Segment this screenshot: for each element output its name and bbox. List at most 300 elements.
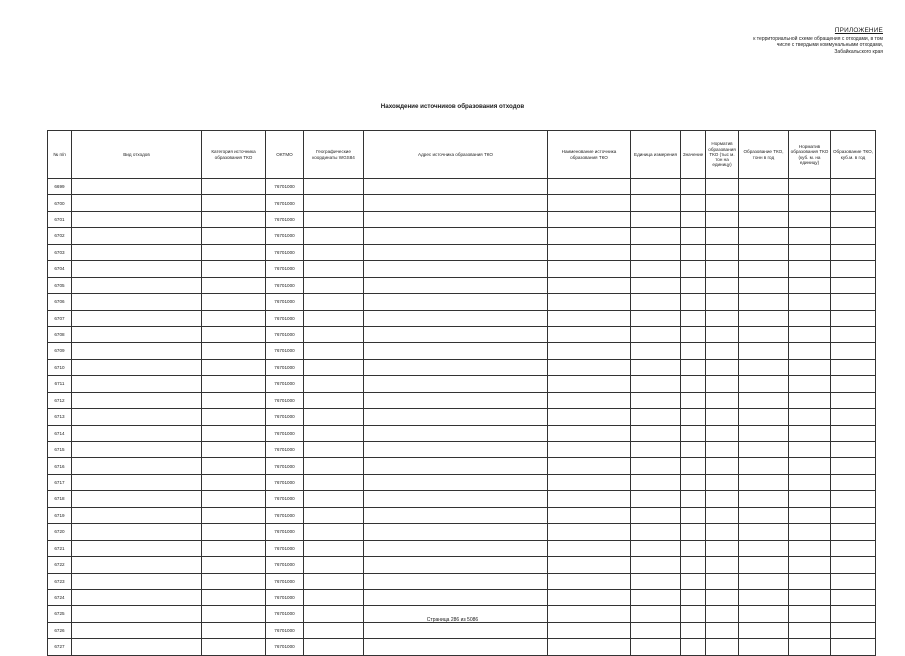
cell-value: [681, 524, 706, 540]
cell-unit: [631, 557, 681, 573]
cell-oktmo: 76701000: [266, 326, 304, 342]
appendix-line: числе с твердыми коммунальными отходами,: [776, 42, 883, 49]
cell-waste-type: [72, 277, 202, 293]
cell-oktmo: 76701000: [266, 442, 304, 458]
cell-tons-per-year: [739, 294, 789, 310]
cell-value: [681, 244, 706, 260]
cell-source-category: [202, 179, 266, 195]
cell-norm-m3: [789, 343, 831, 359]
cell-source-category: [202, 294, 266, 310]
appendix-line: к территориальной схеме обращения с отходами, в том: [753, 35, 883, 42]
cell-coordinates: [304, 425, 364, 441]
cell-value: [681, 573, 706, 589]
cell-oktmo: 76701000: [266, 211, 304, 227]
cell-coordinates: [304, 524, 364, 540]
cell-coordinates: [304, 244, 364, 260]
cell-source-name: [548, 294, 631, 310]
cell-m3-per-year: [831, 211, 876, 227]
cell-number: 6714: [48, 425, 72, 441]
cell-address: [364, 507, 548, 523]
cell-m3-per-year: [831, 557, 876, 573]
cell-oktmo: 76701000: [266, 392, 304, 408]
appendix-block: [663, 28, 883, 55]
cell-coordinates: [304, 211, 364, 227]
table-body: [48, 179, 876, 656]
cell-source-category: [202, 359, 266, 375]
cell-oktmo: 76701000: [266, 573, 304, 589]
cell-source-category: [202, 343, 266, 359]
cell-number: 6721: [48, 540, 72, 556]
cell-coordinates: [304, 507, 364, 523]
cell-source-category: [202, 277, 266, 293]
cell-number: 6723: [48, 573, 72, 589]
cell-waste-type: [72, 195, 202, 211]
cell-oktmo: 76701000: [266, 425, 304, 441]
cell-source-name: [548, 376, 631, 392]
cell-source-category: [202, 557, 266, 573]
header-norm-m3: Норматив образования ТКО (куб. м. на единицу): [789, 131, 831, 179]
cell-oktmo: 76701000: [266, 540, 304, 556]
cell-norm-tons: [706, 491, 739, 507]
cell-m3-per-year: [831, 442, 876, 458]
cell-m3-per-year: [831, 261, 876, 277]
cell-oktmo: 76701000: [266, 639, 304, 655]
cell-value: [681, 310, 706, 326]
cell-number: 6725: [48, 606, 72, 622]
cell-value: [681, 557, 706, 573]
cell-address: [364, 211, 548, 227]
cell-m3-per-year: [831, 425, 876, 441]
cell-waste-type: [72, 458, 202, 474]
cell-norm-m3: [789, 540, 831, 556]
cell-m3-per-year: [831, 277, 876, 293]
cell-unit: [631, 294, 681, 310]
cell-source-name: [548, 244, 631, 260]
cell-waste-type: [72, 474, 202, 490]
cell-tons-per-year: [739, 573, 789, 589]
header-value: Значение: [681, 131, 706, 179]
cell-coordinates: [304, 343, 364, 359]
cell-coordinates: [304, 409, 364, 425]
cell-m3-per-year: [831, 326, 876, 342]
cell-address: [364, 474, 548, 490]
cell-tons-per-year: [739, 244, 789, 260]
cell-norm-tons: [706, 540, 739, 556]
cell-norm-m3: [789, 442, 831, 458]
cell-value: [681, 326, 706, 342]
cell-value: [681, 376, 706, 392]
cell-waste-type: [72, 639, 202, 655]
cell-m3-per-year: [831, 179, 876, 195]
cell-oktmo: 76701000: [266, 622, 304, 638]
cell-unit: [631, 639, 681, 655]
header-coordinates: Географические координаты WGS84: [304, 131, 364, 179]
cell-source-name: [548, 195, 631, 211]
cell-oktmo: 76701000: [266, 376, 304, 392]
cell-oktmo: 76701000: [266, 606, 304, 622]
cell-waste-type: [72, 359, 202, 375]
cell-tons-per-year: [739, 211, 789, 227]
cell-coordinates: [304, 589, 364, 605]
cell-unit: [631, 589, 681, 605]
cell-m3-per-year: [831, 392, 876, 408]
cell-tons-per-year: [739, 343, 789, 359]
header-source-category: Категория источника образования ТКО: [202, 131, 266, 179]
cell-unit: [631, 491, 681, 507]
cell-source-category: [202, 458, 266, 474]
cell-norm-m3: [789, 474, 831, 490]
cell-source-category: [202, 310, 266, 326]
cell-number: 6716: [48, 458, 72, 474]
cell-norm-tons: [706, 639, 739, 655]
cell-waste-type: [72, 294, 202, 310]
cell-tons-per-year: [739, 524, 789, 540]
cell-address: [364, 409, 548, 425]
cell-tons-per-year: [739, 392, 789, 408]
cell-m3-per-year: [831, 409, 876, 425]
cell-tons-per-year: [739, 409, 789, 425]
table-header-row: [48, 131, 876, 179]
cell-m3-per-year: [831, 622, 876, 638]
cell-coordinates: [304, 442, 364, 458]
cell-oktmo: 76701000: [266, 589, 304, 605]
cell-tons-per-year: [739, 376, 789, 392]
cell-unit: [631, 277, 681, 293]
cell-m3-per-year: [831, 458, 876, 474]
cell-m3-per-year: [831, 310, 876, 326]
cell-coordinates: [304, 573, 364, 589]
table-row: [48, 557, 876, 573]
cell-value: [681, 228, 706, 244]
cell-coordinates: [304, 294, 364, 310]
cell-unit: [631, 359, 681, 375]
cell-norm-m3: [789, 211, 831, 227]
cell-value: [681, 622, 706, 638]
cell-value: [681, 277, 706, 293]
cell-source-name: [548, 277, 631, 293]
cell-coordinates: [304, 540, 364, 556]
cell-m3-per-year: [831, 228, 876, 244]
cell-norm-tons: [706, 507, 739, 523]
cell-oktmo: 76701000: [266, 294, 304, 310]
cell-source-category: [202, 392, 266, 408]
cell-oktmo: 76701000: [266, 261, 304, 277]
cell-source-name: [548, 557, 631, 573]
cell-waste-type: [72, 589, 202, 605]
header-tons-per-year: Образование ТКО, тонн в год: [739, 131, 789, 179]
cell-address: [364, 277, 548, 293]
cell-tons-per-year: [739, 442, 789, 458]
cell-number: 6722: [48, 557, 72, 573]
cell-m3-per-year: [831, 639, 876, 655]
cell-unit: [631, 211, 681, 227]
cell-tons-per-year: [739, 622, 789, 638]
cell-value: [681, 589, 706, 605]
cell-norm-tons: [706, 442, 739, 458]
cell-source-name: [548, 211, 631, 227]
cell-norm-m3: [789, 573, 831, 589]
cell-waste-type: [72, 392, 202, 408]
table-row: [48, 244, 876, 260]
cell-norm-tons: [706, 359, 739, 375]
cell-m3-per-year: [831, 573, 876, 589]
cell-waste-type: [72, 376, 202, 392]
cell-norm-m3: [789, 195, 831, 211]
cell-m3-per-year: [831, 491, 876, 507]
table-row: [48, 507, 876, 523]
cell-address: [364, 573, 548, 589]
cell-oktmo: 76701000: [266, 474, 304, 490]
cell-number: 6711: [48, 376, 72, 392]
header-m3-per-year: Образование ТКО, куб.м. в год: [831, 131, 876, 179]
cell-source-name: [548, 326, 631, 342]
cell-coordinates: [304, 261, 364, 277]
cell-tons-per-year: [739, 195, 789, 211]
cell-waste-type: [72, 524, 202, 540]
table-row: [48, 491, 876, 507]
cell-norm-tons: [706, 392, 739, 408]
cell-value: [681, 294, 706, 310]
cell-source-category: [202, 622, 266, 638]
cell-number: 6724: [48, 589, 72, 605]
cell-waste-type: [72, 211, 202, 227]
cell-norm-tons: [706, 244, 739, 260]
cell-source-name: [548, 507, 631, 523]
cell-address: [364, 359, 548, 375]
table-row: [48, 458, 876, 474]
cell-address: [364, 326, 548, 342]
cell-norm-tons: [706, 557, 739, 573]
cell-waste-type: [72, 261, 202, 277]
cell-norm-tons: [706, 211, 739, 227]
cell-waste-type: [72, 409, 202, 425]
cell-waste-type: [72, 343, 202, 359]
cell-tons-per-year: [739, 540, 789, 556]
cell-number: 6703: [48, 244, 72, 260]
cell-coordinates: [304, 491, 364, 507]
table-row: [48, 474, 876, 490]
cell-address: [364, 458, 548, 474]
table-row: [48, 573, 876, 589]
cell-address: [364, 622, 548, 638]
cell-norm-tons: [706, 474, 739, 490]
cell-number: 6717: [48, 474, 72, 490]
cell-address: [364, 244, 548, 260]
cell-number: 6704: [48, 261, 72, 277]
cell-coordinates: [304, 639, 364, 655]
table-row: [48, 326, 876, 342]
header-norm-tons: Норматив образования ТКО (тыс м. тон на единицу): [706, 131, 739, 179]
cell-number: 6720: [48, 524, 72, 540]
cell-coordinates: [304, 326, 364, 342]
cell-tons-per-year: [739, 474, 789, 490]
cell-number: 6727: [48, 639, 72, 655]
table-row: [48, 376, 876, 392]
cell-norm-m3: [789, 458, 831, 474]
cell-number: 6705: [48, 277, 72, 293]
table-row: [48, 179, 876, 195]
cell-unit: [631, 228, 681, 244]
cell-value: [681, 409, 706, 425]
cell-norm-tons: [706, 409, 739, 425]
cell-norm-m3: [789, 244, 831, 260]
cell-number: 6710: [48, 359, 72, 375]
cell-coordinates: [304, 195, 364, 211]
cell-tons-per-year: [739, 261, 789, 277]
cell-unit: [631, 622, 681, 638]
cell-source-category: [202, 442, 266, 458]
table-row: [48, 343, 876, 359]
cell-source-name: [548, 573, 631, 589]
header-oktmo: ОКТМО: [266, 131, 304, 179]
cell-source-category: [202, 589, 266, 605]
table-row: [48, 639, 876, 655]
cell-unit: [631, 326, 681, 342]
cell-norm-m3: [789, 622, 831, 638]
cell-unit: [631, 442, 681, 458]
cell-source-category: [202, 195, 266, 211]
cell-norm-m3: [789, 524, 831, 540]
cell-norm-m3: [789, 507, 831, 523]
cell-norm-tons: [706, 458, 739, 474]
cell-oktmo: 76701000: [266, 557, 304, 573]
cell-source-name: [548, 179, 631, 195]
table-row: [48, 294, 876, 310]
cell-coordinates: [304, 228, 364, 244]
cell-waste-type: [72, 425, 202, 441]
waste-sources-table: [47, 130, 876, 656]
cell-coordinates: [304, 458, 364, 474]
table-row: [48, 425, 876, 441]
cell-norm-m3: [789, 409, 831, 425]
cell-waste-type: [72, 622, 202, 638]
cell-source-category: [202, 540, 266, 556]
cell-number: 6709: [48, 343, 72, 359]
table-row: [48, 442, 876, 458]
cell-value: [681, 474, 706, 490]
cell-m3-per-year: [831, 474, 876, 490]
table-row: [48, 359, 876, 375]
cell-address: [364, 540, 548, 556]
header-waste-type: Вид отходов: [72, 131, 202, 179]
cell-address: [364, 491, 548, 507]
cell-address: [364, 442, 548, 458]
cell-m3-per-year: [831, 294, 876, 310]
cell-tons-per-year: [739, 507, 789, 523]
table-row: [48, 409, 876, 425]
cell-norm-m3: [789, 491, 831, 507]
cell-number: 6712: [48, 392, 72, 408]
cell-oktmo: 76701000: [266, 277, 304, 293]
cell-m3-per-year: [831, 195, 876, 211]
cell-value: [681, 261, 706, 277]
header-number: № п/п: [48, 131, 72, 179]
cell-value: [681, 195, 706, 211]
cell-address: [364, 179, 548, 195]
cell-address: [364, 343, 548, 359]
cell-waste-type: [72, 244, 202, 260]
table-row: [48, 195, 876, 211]
table-row: [48, 261, 876, 277]
cell-unit: [631, 244, 681, 260]
cell-source-name: [548, 310, 631, 326]
cell-norm-tons: [706, 261, 739, 277]
cell-source-category: [202, 326, 266, 342]
cell-norm-tons: [706, 277, 739, 293]
cell-source-category: [202, 244, 266, 260]
cell-norm-m3: [789, 261, 831, 277]
cell-address: [364, 228, 548, 244]
cell-number: 6707: [48, 310, 72, 326]
cell-coordinates: [304, 310, 364, 326]
cell-waste-type: [72, 310, 202, 326]
page-footer: Страница 286 из 5086: [426, 617, 479, 623]
cell-source-name: [548, 343, 631, 359]
cell-oktmo: 76701000: [266, 491, 304, 507]
cell-unit: [631, 425, 681, 441]
cell-norm-tons: [706, 376, 739, 392]
cell-m3-per-year: [831, 540, 876, 556]
cell-norm-tons: [706, 589, 739, 605]
cell-tons-per-year: [739, 228, 789, 244]
cell-value: [681, 507, 706, 523]
cell-unit: [631, 540, 681, 556]
cell-unit: [631, 524, 681, 540]
cell-unit: [631, 458, 681, 474]
cell-norm-m3: [789, 294, 831, 310]
cell-tons-per-year: [739, 326, 789, 342]
cell-source-name: [548, 409, 631, 425]
cell-source-category: [202, 228, 266, 244]
cell-value: [681, 211, 706, 227]
cell-oktmo: 76701000: [266, 228, 304, 244]
cell-tons-per-year: [739, 589, 789, 605]
cell-norm-tons: [706, 573, 739, 589]
cell-oktmo: 76701000: [266, 179, 304, 195]
cell-norm-m3: [789, 310, 831, 326]
cell-oktmo: 76701000: [266, 359, 304, 375]
cell-unit: [631, 392, 681, 408]
cell-source-name: [548, 474, 631, 490]
cell-tons-per-year: [739, 310, 789, 326]
cell-source-name: [548, 261, 631, 277]
appendix-line: Забайкальского края: [834, 48, 883, 55]
cell-norm-tons: [706, 326, 739, 342]
cell-m3-per-year: [831, 507, 876, 523]
cell-waste-type: [72, 228, 202, 244]
cell-source-category: [202, 376, 266, 392]
cell-coordinates: [304, 392, 364, 408]
cell-source-category: [202, 425, 266, 441]
cell-waste-type: [72, 491, 202, 507]
cell-source-category: [202, 474, 266, 490]
header-unit: Единица измерения: [631, 131, 681, 179]
cell-m3-per-year: [831, 244, 876, 260]
cell-norm-m3: [789, 425, 831, 441]
cell-unit: [631, 376, 681, 392]
cell-norm-tons: [706, 228, 739, 244]
cell-tons-per-year: [739, 458, 789, 474]
cell-coordinates: [304, 557, 364, 573]
cell-waste-type: [72, 557, 202, 573]
cell-waste-type: [72, 573, 202, 589]
cell-unit: [631, 179, 681, 195]
cell-number: 6706: [48, 294, 72, 310]
cell-waste-type: [72, 507, 202, 523]
cell-waste-type: [72, 442, 202, 458]
cell-source-name: [548, 524, 631, 540]
cell-coordinates: [304, 622, 364, 638]
